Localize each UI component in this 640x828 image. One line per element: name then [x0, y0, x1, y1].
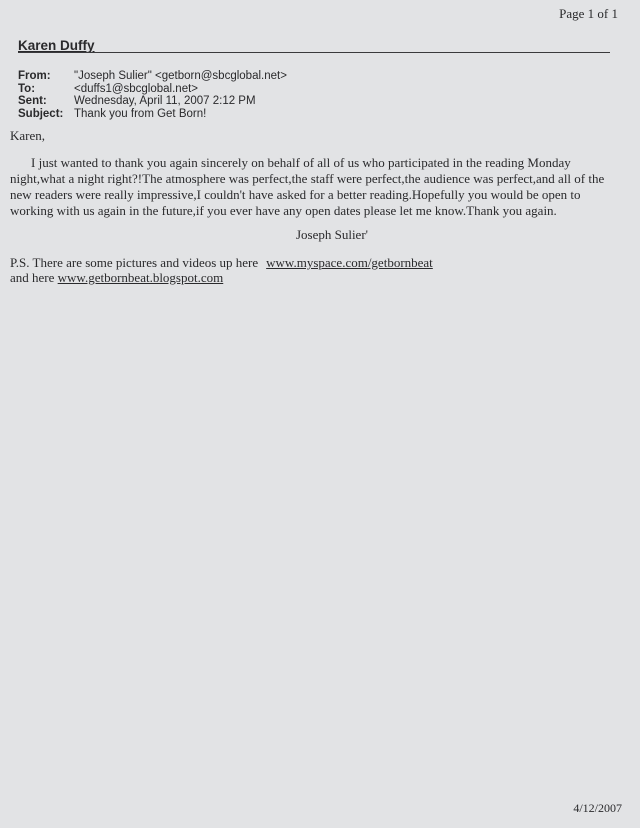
postscript-line-1: [10, 255, 433, 270]
header-subject: [18, 108, 287, 121]
greeting: Karen,: [10, 128, 46, 143]
header-from: [18, 70, 287, 83]
print-date: 4/12/2007: [573, 801, 622, 815]
blogspot-link[interactable]: www.getbornbeat.blogspot.com: [57, 270, 224, 285]
header-label: Sent:: [18, 95, 47, 107]
signature: Joseph Sulier': [295, 227, 369, 242]
header-sent: [18, 95, 287, 108]
header-label: From:: [18, 70, 51, 82]
postscript-text: P.S. There are some pictures and videos up here: [10, 255, 259, 270]
message-body: I just wanted to thank you again sincerely on behalf of all of us who participated in the reading Monday night,what a night right?!The atmosphere was perfect,the staff were perfect,the audience was perfect,and all of the new readers were really impressive,I couldn't have asked for a better reading.Hopefully you would be open to working with us again in the future,if you ever have any open dates please let me know.Thank you again.: [10, 155, 605, 218]
page-indicator: Page 1 of 1: [559, 6, 618, 21]
header-label: To:: [18, 82, 36, 95]
sender-value: "Joseph Sulier" <getborn@sbcglobal.net>: [74, 70, 287, 82]
myspace-link[interactable]: www.myspace.com/getbornbeat: [266, 255, 433, 270]
subject-value: Thank you from Get Born!: [74, 107, 207, 120]
postscript-line-2: [10, 270, 433, 285]
mailbox-owner-name: Karen Duffy: [18, 38, 95, 53]
sent-date-value: Wednesday, April 11, 2007 2:12 PM: [74, 95, 256, 107]
postscript: [10, 255, 433, 285]
header-divider: [18, 52, 610, 53]
email-headers: [18, 70, 287, 120]
header-label: Subject:: [18, 107, 64, 120]
recipient-value: <duffs1@sbcglobal.net>: [74, 82, 198, 95]
header-to: [18, 83, 287, 96]
postscript-text-2: and here: [10, 270, 55, 285]
